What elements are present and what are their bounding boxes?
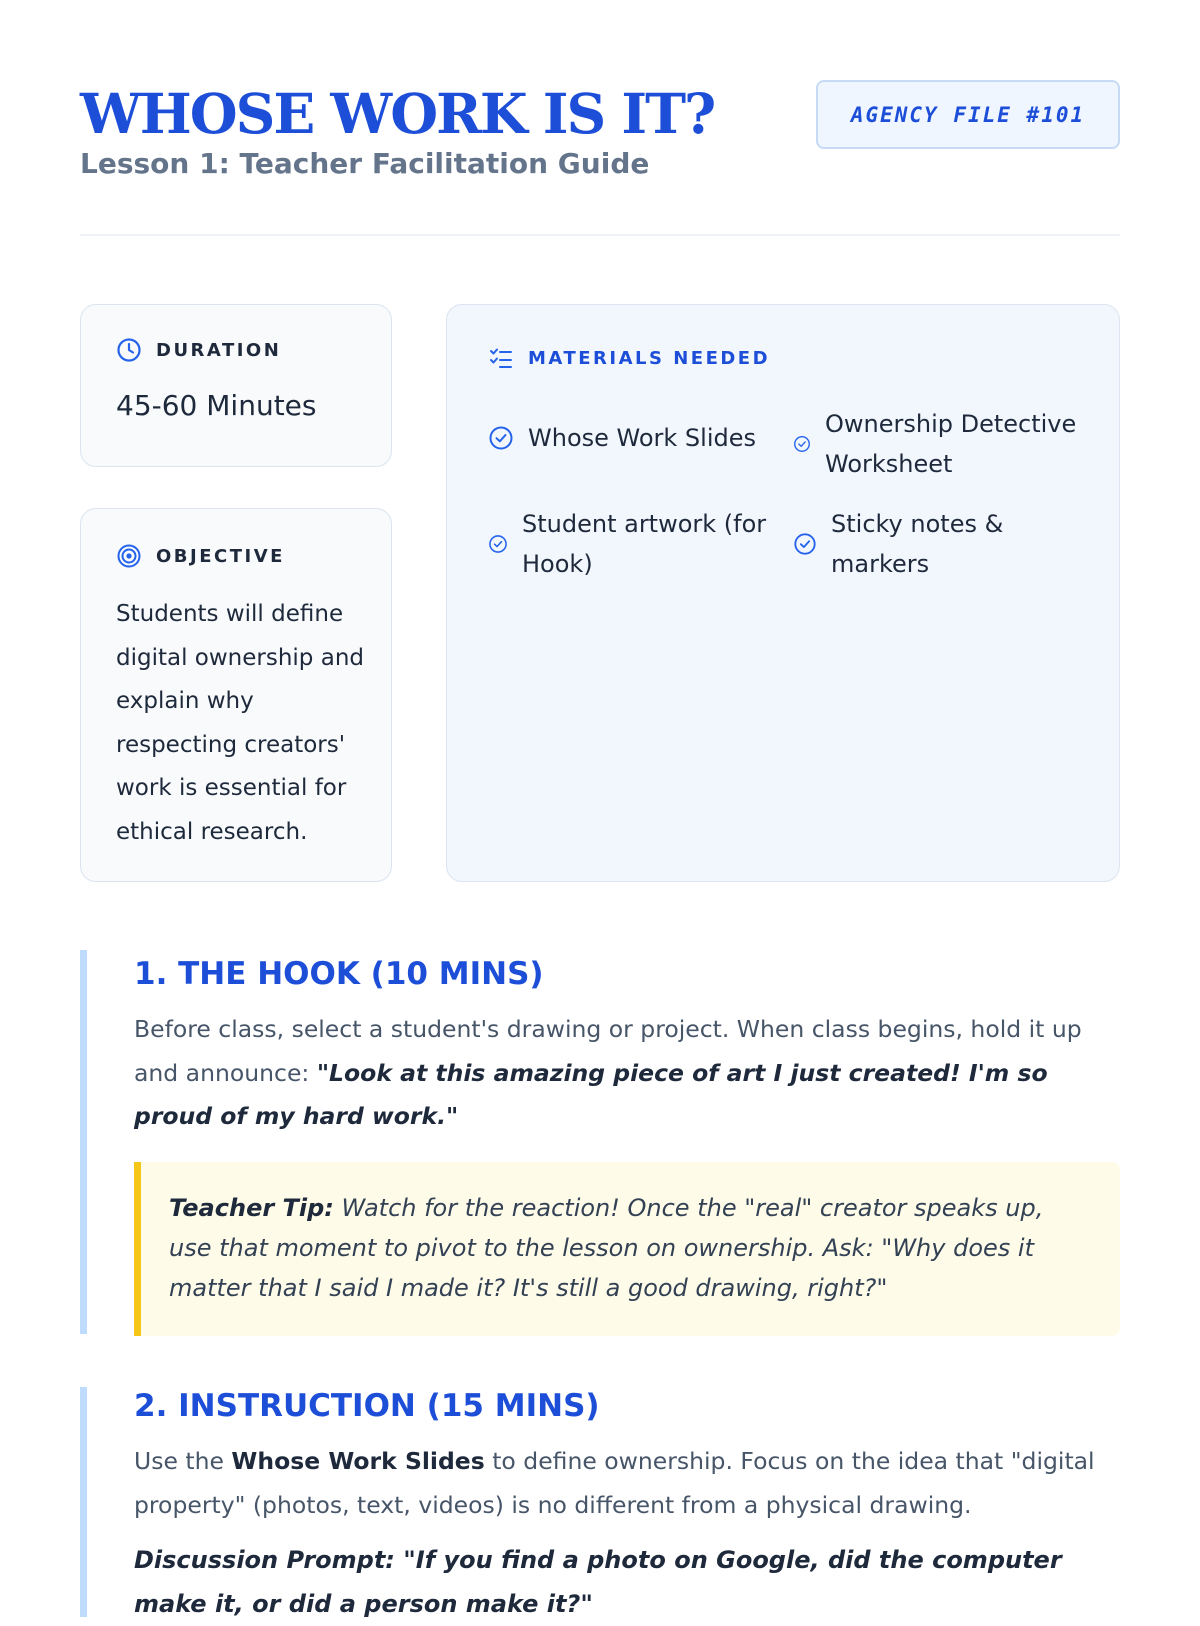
- clock-icon: [116, 337, 142, 363]
- section-heading: 1. THE HOOK (10 MINS): [134, 956, 544, 992]
- page-subtitle: Lesson 1: Teacher Facilitation Guide: [80, 147, 650, 180]
- materials-item-label: Ownership Detective Worksheet: [825, 410, 1077, 478]
- materials-item-label: Whose Work Slides: [528, 424, 756, 452]
- check-circle-icon: [793, 532, 817, 556]
- materials-label: MATERIALS NEEDED: [528, 347, 771, 369]
- duration-value: 45-60 Minutes: [116, 389, 317, 422]
- objective-label-row: [116, 543, 285, 569]
- objective-label: OBJECTIVE: [156, 545, 285, 567]
- teacher-tip-text: Watch for the reaction! Once the "real" creator speaks up, use that moment to pivot to the lesson on ownership. Ask: "Why does it matter that I said I made it? It's still a good drawing, right?": [169, 1193, 1044, 1302]
- materials-item: [793, 404, 1093, 484]
- teacher-tip-callout: [134, 1162, 1120, 1336]
- objective-text: Students will define digital ownership and explain why respecting creators' work is essential for ethical research.: [116, 601, 364, 845]
- header-divider: [80, 234, 1120, 236]
- check-circle-icon: [488, 425, 514, 451]
- duration-card: [80, 304, 392, 467]
- section-paragraph: [134, 1008, 1120, 1139]
- teacher-tip-label: Teacher Tip:: [169, 1193, 334, 1222]
- materials-item-label: Sticky notes & markers: [831, 510, 1004, 578]
- materials-item: [488, 418, 778, 458]
- section-heading: 2. INSTRUCTION (15 MINS): [134, 1388, 600, 1424]
- check-circle-icon: [793, 435, 811, 453]
- materials-item: [793, 504, 1093, 584]
- duration-label: DURATION: [156, 339, 282, 361]
- agency-file-badge: AGENCY FILE #101: [816, 80, 1120, 149]
- hook-quote: "Look at this amazing piece of art I just created! I'm so proud of my hard work.": [134, 1058, 1048, 1130]
- instruction-text-before: Use the: [134, 1447, 232, 1475]
- target-icon: [116, 543, 142, 569]
- materials-label-row: [488, 345, 770, 371]
- discussion-prompt: Discussion Prompt: "If you find a photo on Google, did the computer make it, or did a person make it?": [134, 1546, 1062, 1618]
- checklist-icon: [488, 345, 514, 371]
- materials-item-label: Student artwork (for Hook): [522, 510, 767, 578]
- section-instruction: [80, 1387, 1120, 1617]
- section-hook: [80, 950, 1120, 1334]
- hook-intro-text: Before class, select a student's drawing or project. When class begins, hold it up and announce:: [134, 1015, 1082, 1087]
- check-circle-icon: [488, 534, 508, 554]
- page-title: WHOSE WORK IS IT?: [80, 81, 715, 146]
- materials-card: [446, 304, 1120, 882]
- materials-item: [488, 504, 778, 584]
- instruction-text-after: to define ownership. Focus on the idea that "digital property" (photos, text, videos) is no different from a physical drawing.: [134, 1447, 1095, 1519]
- instruction-text-bold: Whose Work Slides: [231, 1447, 485, 1475]
- duration-label-row: [116, 337, 281, 363]
- section-paragraph: [134, 1440, 1120, 1527]
- objective-card: [80, 508, 392, 882]
